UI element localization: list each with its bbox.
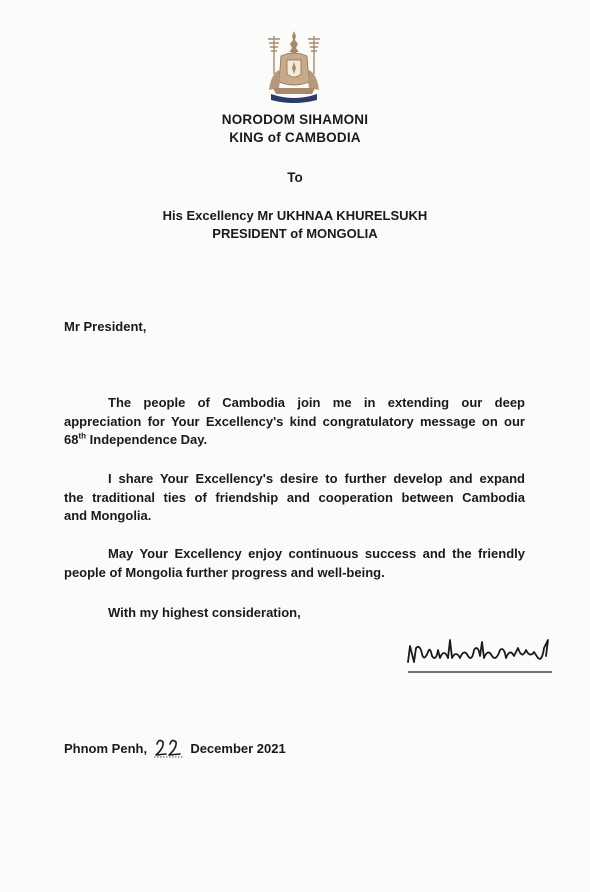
- paragraph-2: [64, 470, 525, 526]
- place-name: Phnom Penh,: [64, 741, 148, 756]
- paragraph-3: [64, 545, 525, 582]
- place-and-date: [64, 736, 286, 758]
- salutation: Mr President,: [64, 319, 147, 334]
- handwritten-day: [153, 736, 185, 758]
- paragraph-3-line-1: [64, 545, 525, 564]
- ordinal-number: 68: [64, 432, 79, 448]
- paragraph-3-line-1-text: May Your Excellency enjoy continuous success and the friendly: [108, 546, 525, 561]
- paragraph-1: [64, 394, 525, 450]
- sender-name: NORODOM SIHAMONI: [221, 112, 369, 127]
- ordinal-suffix: th: [78, 431, 87, 441]
- paragraph-2-line-2: the traditional ties of friendship and cooperation between Cambodia: [64, 489, 525, 505]
- paragraph-3-line-2: people of Mongolia further progress and well-being.: [64, 564, 385, 580]
- recipient-name: His Excellency Mr UKHNAA KHURELSUKH: [162, 208, 428, 223]
- royal-arms-of-cambodia-icon: [263, 30, 325, 104]
- to-label: To: [287, 170, 303, 185]
- paragraph-2-line-1-text: I share Your Excellency's desire to further develop and expand: [108, 471, 525, 486]
- paragraph-2-line-3: and Mongolia.: [64, 508, 152, 524]
- paragraph-2-line-1: [64, 470, 525, 489]
- handwritten-signature: [402, 636, 554, 678]
- paragraph-1-line-3: [64, 431, 525, 450]
- sender-title: KING of CAMBODIA: [229, 130, 361, 145]
- month-year: December 2021: [190, 741, 286, 756]
- paragraph-1-line-1-text: The people of Cambodia join me in extending our deep: [108, 395, 525, 410]
- recipient-title: PRESIDENT of MONGOLIA: [212, 226, 378, 241]
- paragraph-1-line-1: [64, 394, 525, 413]
- paragraph-1-line-2: appreciation for Your Excellency's kind congratulatory message on our: [64, 413, 525, 429]
- paragraph-1-line-3-text: Independence Day.: [86, 432, 208, 448]
- closing-line: With my highest consideration,: [108, 605, 301, 620]
